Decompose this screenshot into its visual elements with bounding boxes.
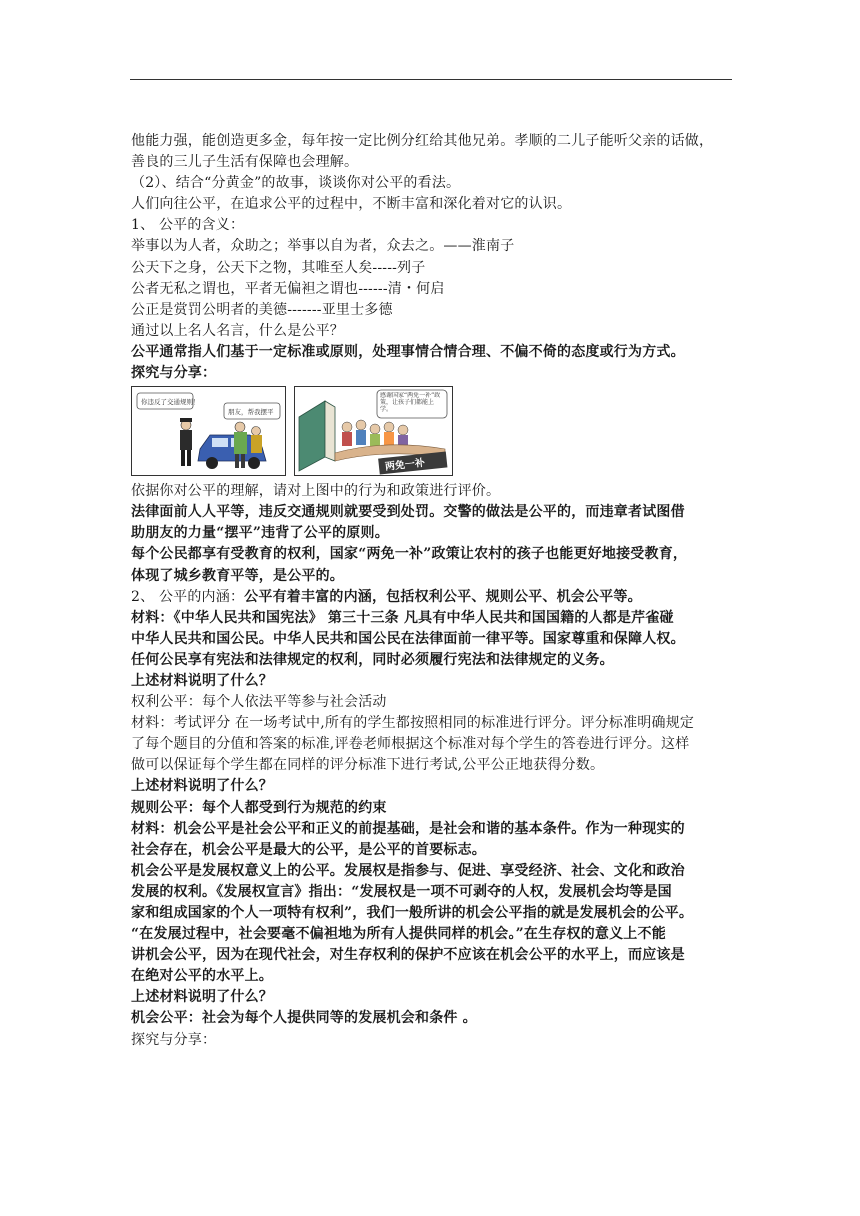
- material-line: 在绝对公平的水平上。: [131, 968, 273, 985]
- two-exemptions-one-subsidy-illustration: [294, 386, 453, 476]
- answer-line: 法律面前人人平等，违反交通规则就要受到处罚。交警的做法是公平的，而违章者试图借: [131, 504, 685, 521]
- question-line: 上述材料说明了什么？: [131, 778, 273, 795]
- question-line: 通过以上名人名言，什么是公平？: [131, 322, 344, 339]
- concept-line: 机会公平：社会为每个人提供同等的发展机会和条件 。: [131, 1010, 477, 1027]
- quote-line: 公正是赏罚公明者的美德-------亚里士多德: [131, 301, 393, 318]
- quote-line: 公天下之身，公天下之物，其唯至人矣-----列子: [131, 259, 426, 276]
- material-line: 任何公民享有宪法和法律规定的权利，同时必须履行宪法和法律规定的义务。: [131, 651, 614, 668]
- material-line: 机会公平是发展权意义上的公平。发展权是指参与、促进、享受经济、社会、文化和政治: [131, 862, 685, 879]
- answer-line: 助朋友的力量“摆平”违背了公平的原则。: [131, 525, 389, 542]
- text-line: 人们向往公平，在追求公平的过程中，不断丰富和深化着对它的认识。: [131, 196, 572, 213]
- section-summary: 公平有着丰富的内涵，包括权利公平、规则公平、机会公平等。: [244, 588, 642, 605]
- answer-line: 体现了城乡教育平等，是公平的。: [131, 567, 344, 584]
- question-line: 依据你对公平的理解，请对上图中的行为和政策进行评价。: [131, 483, 501, 500]
- concept-line: 权利公平：每个人依法平等参与社会活动: [131, 694, 387, 711]
- material-line: 讲机会公平，因为在现代社会，对生存权利的保护不应该在机会公平的水平上，而应该是: [131, 947, 685, 964]
- text-line: 他能力强，能创造更多金，每年按一定比例分红给其他兄弟。孝顺的二儿子能听父亲的话做，: [131, 133, 714, 149]
- material-line: 了每个题目的分值和答案的标准,评卷老师根据这个标准对每个学生的答卷进行评分。这样: [131, 736, 690, 753]
- answer-line: 公平通常指人们基于一定标准或原则，处理事情合情合理、不偏不倚的态度或行为方式。: [131, 343, 685, 360]
- material-line: 材料：《中华人民共和国宪法》 第三十三条 凡具有中华人民共和国国籍的人都是芹雀碰: [131, 609, 674, 626]
- section-prefix: 2、 公平的内涵：: [131, 588, 245, 605]
- text-line: 善良的三儿子生活有保障也会理解。: [131, 154, 359, 171]
- question-heading: （2）、结合“分黄金”的故事，谈谈你对公平的看法。: [131, 175, 461, 192]
- answer-line: 每个公民都享有受教育的权利，国家“两免一补”政策让农村的孩子也能更好地接受教育，: [131, 546, 688, 563]
- speech-bubble-left: 你违反了交通规则！: [141, 398, 200, 407]
- material-line: 社会存在，机会公平是最大的公平，是公平的首要标志。: [131, 841, 486, 858]
- section-heading-2: [131, 587, 733, 608]
- material-line: 材料：机会公平是社会公平和正义的前提基础，是社会和谐的基本条件。作为一种现实的: [131, 820, 685, 837]
- material-line: 家和组成国家的个人一项特有权利”，我们一般所讲的机会公平指的就是发展机会的公平。: [131, 905, 694, 921]
- quote-line: 公者无私之谓也，平者无偏袒之谓也------清・何启: [131, 280, 445, 297]
- material-line: 做可以保证每个学生都在同样的评分标准下进行考试,公平公正地获得分数。: [131, 757, 605, 774]
- explore-heading: 探究与分享：: [131, 1031, 217, 1048]
- material-line: 中华人民共和国公民。中华人民共和国公民在法律面前一律平等。国家尊重和保障人权。: [131, 630, 685, 647]
- speech-bubble: 感谢国家“两免一补”政策，让孩子们都能上学。: [380, 392, 441, 414]
- traffic-police-illustration: [131, 386, 286, 476]
- concept-line: 规则公平：每个人都受到行为规范的约束: [131, 799, 387, 816]
- section-heading: 1、 公平的含义：: [131, 217, 245, 234]
- header-rule: [130, 79, 732, 80]
- banner-text: 两免一补: [384, 457, 426, 474]
- explore-heading: 探究与分享：: [131, 365, 217, 382]
- material-line: 材料：考试评分 在一场考试中,所有的学生都按照相同的标准进行评分。评分标准明确规定: [131, 715, 695, 732]
- question-line: 上述材料说明了什么？: [131, 989, 273, 1006]
- illustration-row: [131, 386, 733, 478]
- material-line: “在发展过程中，社会要毫不偏袒地为所有人提供同样的机会。”在生存权的意义上不能: [131, 926, 666, 943]
- document-body: [131, 131, 733, 1051]
- speech-bubble-right: 朋友，帮我摆平: [228, 408, 274, 417]
- question-line: 上述材料说明了什么？: [131, 672, 273, 689]
- quote-line: 举事以为人者，众助之；举事以自为者，众去之。——淮南子: [131, 238, 515, 255]
- material-line: 发展的权利。《发展权宣言》指出：“发展权是一项不可剥夺的人权，发展机会均等是国: [131, 883, 672, 900]
